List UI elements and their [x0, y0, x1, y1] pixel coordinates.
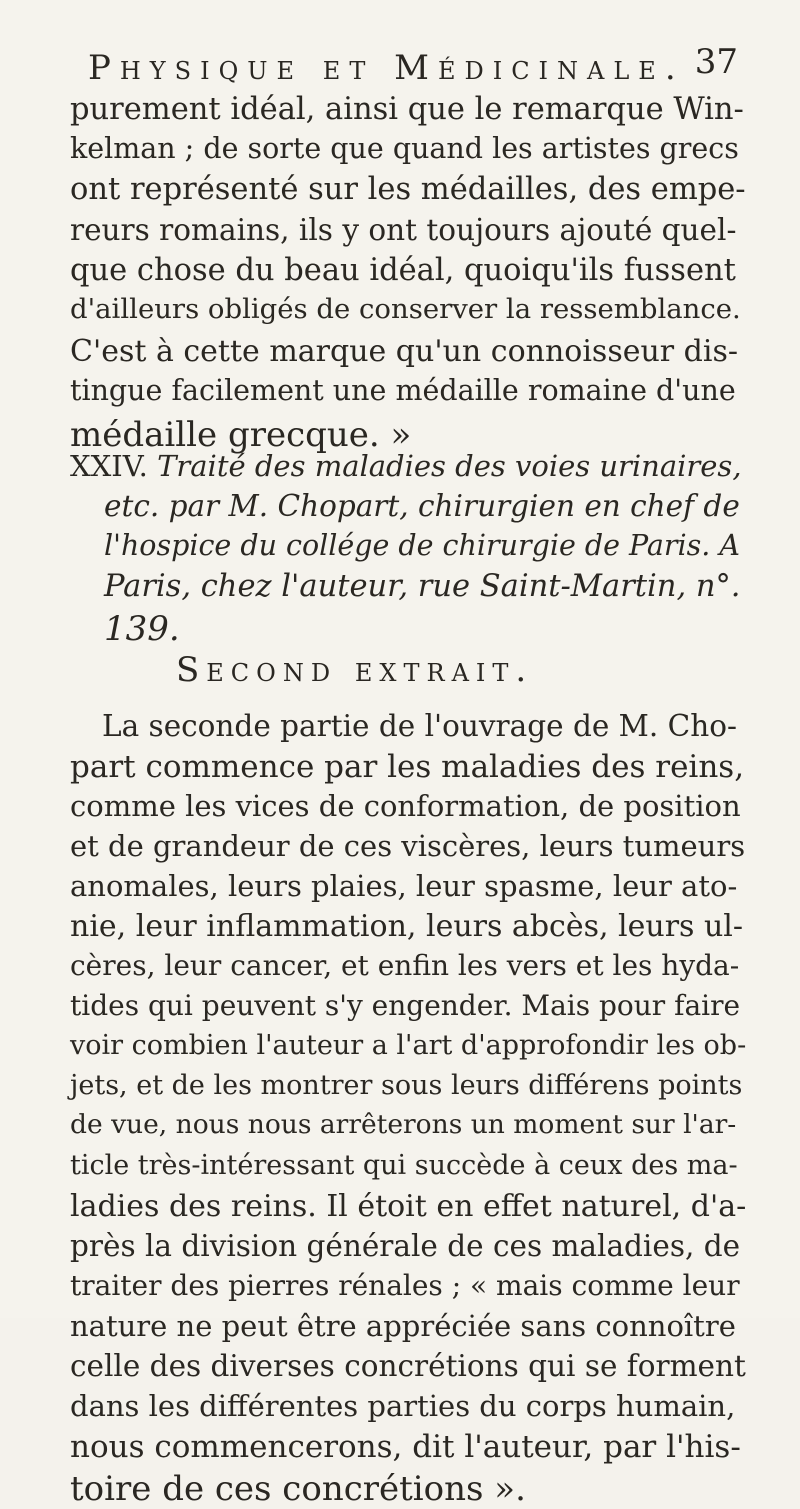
page-header — [88, 40, 738, 90]
paragraph-line: et de grandeur de ces viscères, leurs tumeurs — [70, 829, 746, 863]
paragraph-line: anomales, leurs plaies, leur spasme, leur ato- — [70, 869, 738, 903]
paragraph-line: de vue, nous nous arrêterons un moment sur l'ar- — [70, 1109, 737, 1140]
paragraph-line: près la division générale de ces maladies, de — [70, 1229, 741, 1263]
paragraph-line: jets, et de les montrer sous leurs différens points — [70, 1070, 743, 1101]
paragraph-line: kelman ; de sorte que quand les artistes grecs — [70, 132, 739, 165]
entry-line: Paris, chez l'auteur, rue Saint-Martin, n°. — [104, 569, 741, 604]
paragraph-line: La seconde partie de l'ouvrage de M. Cho- — [102, 709, 737, 743]
paragraph-line: traiter des pierres rénales ; « mais comme leur — [70, 1269, 740, 1302]
paragraph-line: part commence par les maladies des reins, — [70, 749, 745, 785]
section-title: Second extrait. — [176, 650, 534, 690]
paragraph-line: médaille grecque. » — [70, 415, 412, 455]
paragraph-line: ladies des reins. Il étoit en effet naturel, d'a- — [70, 1189, 747, 1224]
paragraph-line: C'est à cette marque qu'un connoisseur dis- — [70, 334, 738, 369]
paragraph-line: nie, leur inflammation, leurs abcès, leurs ul- — [70, 909, 744, 944]
paragraph-line: reurs romains, ils y ont toujours ajouté quel- — [70, 213, 737, 247]
paragraph-line: cères, leur cancer, et enfin les vers et les hyda- — [70, 949, 740, 982]
paragraph-line: tides qui peuvent s'y engender. Mais pour faire — [70, 989, 741, 1022]
entry-line: etc. par M. Chopart, chirurgien en chef de — [104, 489, 740, 523]
entry-number: XXIV. — [70, 449, 148, 483]
paragraph-line: d'ailleurs obligés de conserver la ressemblance. — [70, 293, 741, 325]
paragraph-line: comme les vices de conformation, de position — [70, 789, 741, 823]
paragraph-line: voir combien l'auteur a l'art d'approfondir les ob- — [70, 1030, 747, 1061]
entry-line: l'hospice du collége de chirurgie de Paris. A — [104, 529, 740, 562]
paragraph-line: ont représenté sur les médailles, des empe- — [70, 172, 746, 207]
entry-title: Traité des maladies des voies urinaires, — [157, 449, 742, 483]
paragraph-line: toire de ces concrétions ». — [70, 1469, 526, 1509]
paragraph-line: nous commencerons, dit l'auteur, par l'his- — [70, 1429, 741, 1465]
entry-first-line — [70, 449, 742, 483]
paragraph-line: dans les différentes parties du corps humain, — [70, 1389, 736, 1423]
page-number: 37 — [694, 42, 738, 82]
paragraph-line: que chose du beau idéal, quoiqu'ils fussent — [70, 253, 736, 288]
paragraph-line: tingue facilement une médaille romaine d'une — [70, 374, 736, 407]
paragraph-line: purement idéal, ainsi que le remarque Win- — [70, 92, 744, 127]
running-head: Physique et Médicinale. — [88, 48, 685, 88]
paragraph-line: celle des diverses concrétions qui se forment — [70, 1349, 746, 1383]
paragraph-line: ticle très-intéressant qui succède à ceux des ma- — [70, 1150, 738, 1181]
entry-line: 139. — [104, 609, 180, 649]
paragraph-line: nature ne peut être appréciée sans connoître — [70, 1309, 736, 1343]
